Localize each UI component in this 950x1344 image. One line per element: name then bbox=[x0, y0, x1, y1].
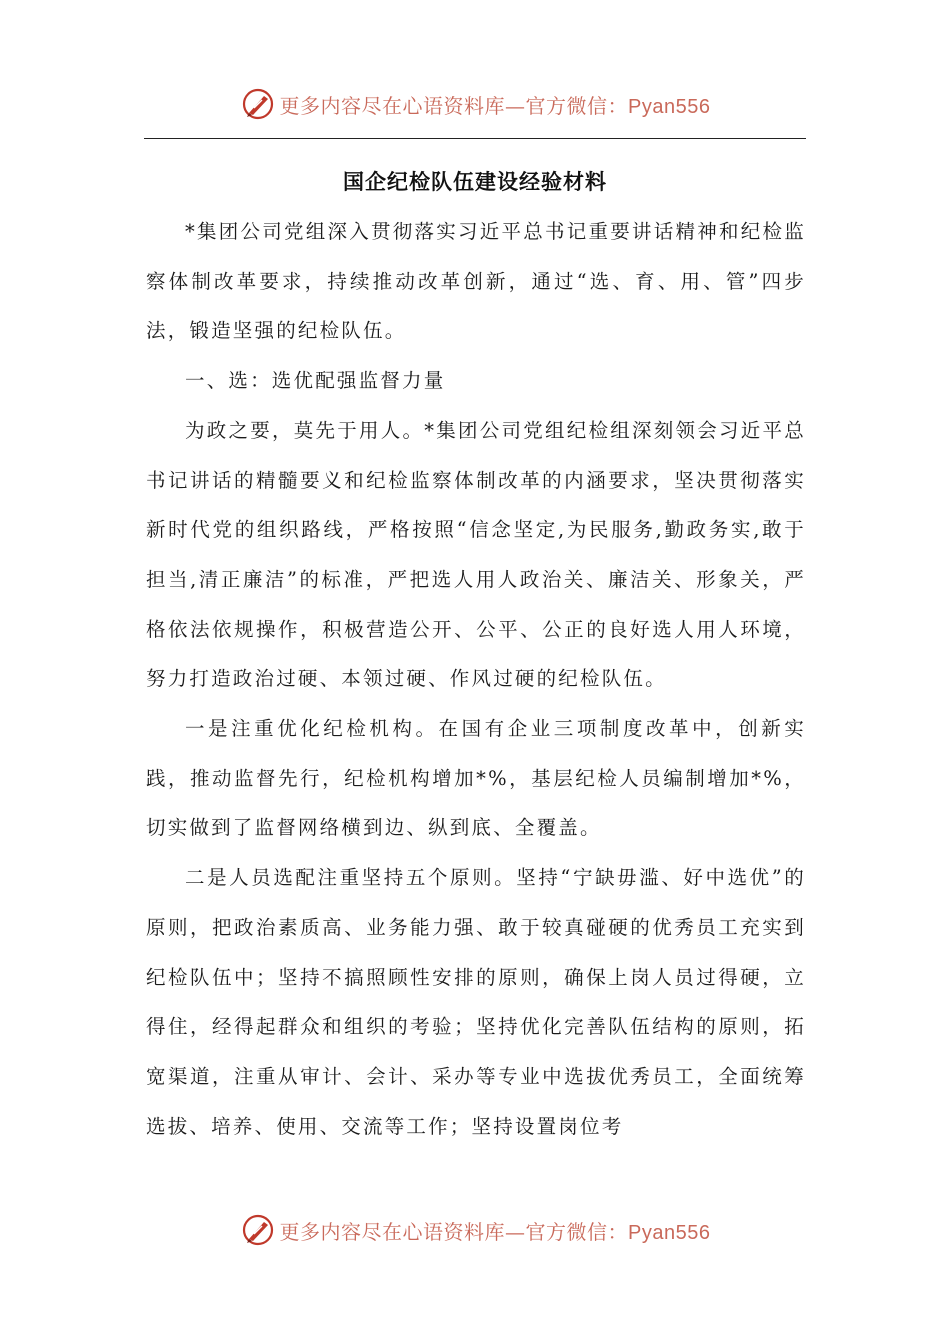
document-title: 国企纪检队伍建设经验材料 bbox=[343, 170, 607, 194]
banner-handle: Pyan556 bbox=[628, 1221, 711, 1244]
pen-logo-icon bbox=[240, 86, 276, 122]
paragraph: 一是注重优化纪检机构。在国有企业三项制度改革中，创新实践，推动监督先行，纪检机构增加*%，基层纪检人员编制增加*%，切实做到了监督网络横到边、纵到底、全覆盖。 bbox=[146, 717, 806, 840]
section-heading: 一、选：选优配强监督力量 bbox=[185, 369, 446, 393]
paragraph: 二是人员选配注重坚持五个原则。坚持“宁缺毋滥、好中选优”的原则，把政治素质高、业务能力强、敢于较真碰硬的优秀员工充实到纪检队伍中；坚持不搞照顾性安排的原则，确保上岗人员过得硬，立得住，经得起群众和组织的考验；坚持优化完善队伍结构的原则，拓宽渠道，注重从审计、会计、采办等专业中选拔优秀员工，全面统筹选拔、培养、使用、交流等工作；坚持设置岗位考 bbox=[146, 866, 806, 1138]
header-banner bbox=[0, 84, 950, 124]
paragraph-intro: *集团公司党组深入贯彻落实习近平总书记重要讲话精神和纪检监察体制改革要求，持续推动改革创新，通过“选、育、用、管”四步法，锻造坚强的纪检队伍。 bbox=[146, 220, 806, 343]
footer-banner bbox=[0, 1210, 950, 1250]
banner-handle: Pyan556 bbox=[628, 95, 711, 118]
document-body bbox=[146, 207, 806, 1151]
banner-text bbox=[280, 1216, 711, 1245]
banner-slogan: 更多内容尽在心语资料库—官方微信： bbox=[279, 93, 629, 118]
banner-text bbox=[280, 90, 711, 119]
paragraph: 为政之要，莫先于用人。*集团公司党组纪检组深刻领会习近平总书记讲话的精髓要义和纪检监察体制改革的内涵要求，坚决贯彻落实新时代党的组织路线，严格按照“信念坚定,为民服务,勤政务实,敢于担当,清正廉洁”的标准，严把选人用人政治关、廉洁关、形象关，严格依法依规操作，积极营造公开、公平、公正的良好选人用人环境，努力打造政治过硬、本领过硬、作风过硬的纪检队伍。 bbox=[146, 418, 806, 691]
banner-slogan: 更多内容尽在心语资料库—官方微信： bbox=[279, 1219, 629, 1244]
pen-logo-icon bbox=[240, 1212, 276, 1248]
header-divider bbox=[144, 138, 806, 139]
